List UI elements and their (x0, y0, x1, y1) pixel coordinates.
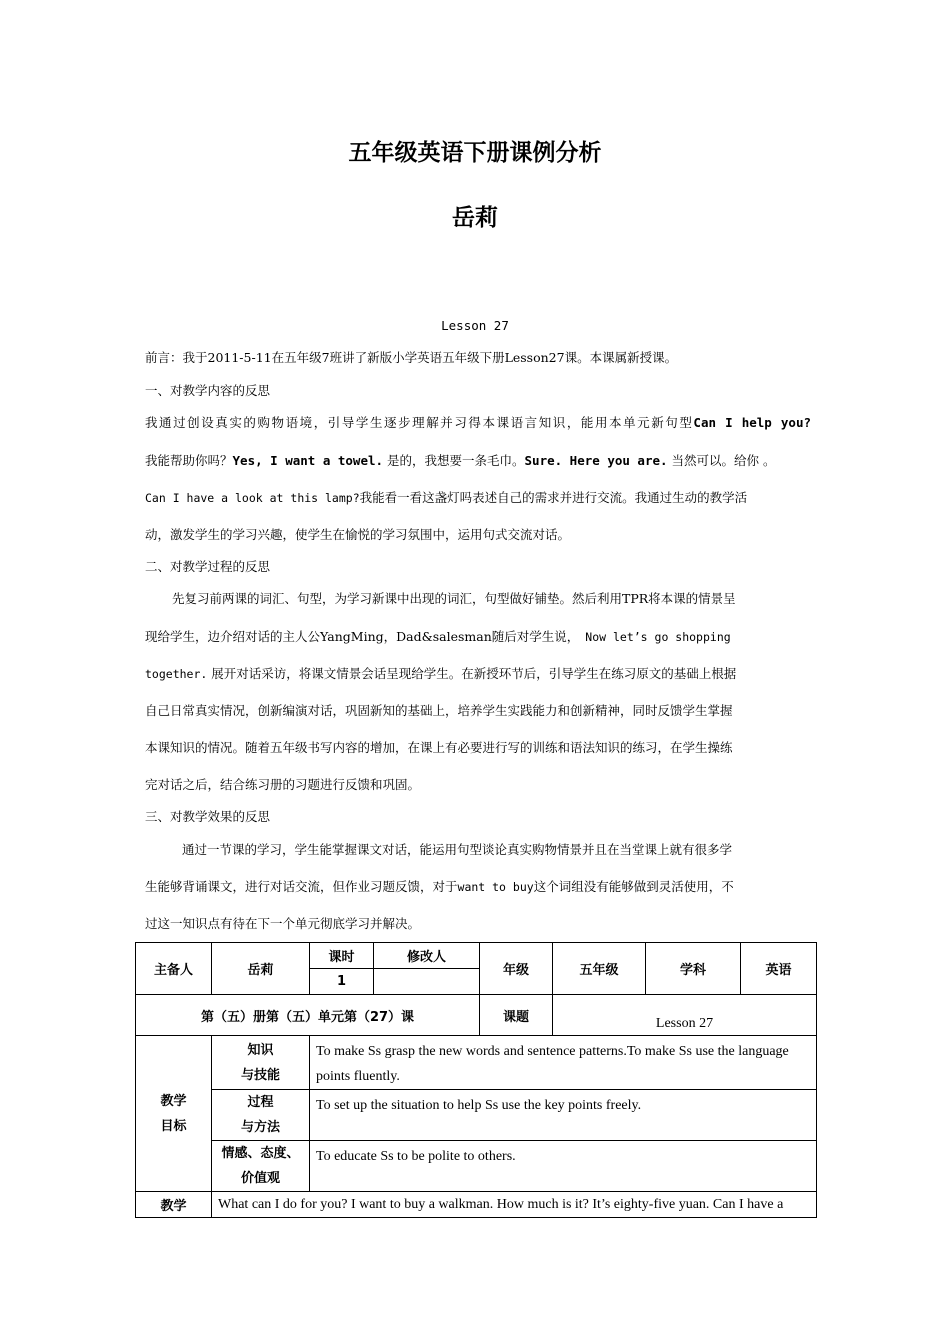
text-span: 展开对话采访，将课文情景会话呈现给学生。在新授环节后，引导学生在练习原文的基础上根据 (211, 666, 737, 681)
text-span: 生能够背诵课文，进行对话交流，但作业习题反馈，对于 (145, 879, 458, 894)
author-name: 岳莉 (452, 205, 498, 231)
unit-info: 第（五）册第（五）单元第（27）课 (136, 995, 480, 1036)
section-heading-content: 一、对教学内容的反思 (145, 383, 271, 398)
english-phrase: Now let’s go shopping (585, 630, 731, 644)
period-value: 1 (310, 969, 374, 995)
preparer-value: 岳莉 (212, 943, 310, 995)
emotion-label (212, 1141, 310, 1192)
knowledge-goal-text: To make Ss grasp the new words and sentence patterns.To make Ss use the language points fluently. (310, 1036, 817, 1090)
text-span: 当然可以。给你 。 (671, 453, 776, 468)
effect-paragraph-line: 通过一节课的学习，学生能掌握课文对话，能运用句型谈论真实购物情景并且在当堂课上就有很多学 (182, 842, 733, 857)
text-span: 我能看一看这盏灯吗表述自己的需求并进行交流。我通过生动的教学活 (359, 490, 748, 505)
document-title: 五年级英语下册课例分析 (348, 140, 602, 166)
process-label-line: 与方法 (240, 1120, 280, 1135)
text-span: 现给学生，边介绍对话的主人公YangMing，Dad&salesman随后对学生说， (145, 629, 580, 644)
process-paragraph-line: 完对话之后，结合练习册的习题进行反馈和巩固。 (145, 777, 421, 792)
topic-value: Lesson 27 (553, 995, 817, 1036)
text-span: 这个词组没有能够做到灵活使用，不 (533, 879, 734, 894)
lesson-plan-table (135, 942, 817, 1218)
process-goal-text: To set up the situation to help Ss use the key points freely. (310, 1090, 817, 1141)
grade-value: 五年级 (553, 943, 646, 995)
process-label-line: 过程 (247, 1095, 274, 1110)
preparer-label: 主备人 (136, 943, 212, 995)
sentence-pattern: Can I help you? (693, 415, 811, 430)
emotion-label-line: 价值观 (240, 1171, 280, 1186)
knowledge-label-line: 与技能 (240, 1067, 280, 1083)
process-paragraph-line (145, 627, 811, 645)
sentence-pattern: Can I have a look at this lamp? (145, 491, 360, 505)
process-paragraph-line (145, 664, 811, 682)
knowledge-label (212, 1036, 310, 1090)
text-span: 我通过创设真实的购物语境，引导学生逐步理解并习得本课语言知识，能用本单元新句型 (145, 415, 694, 430)
english-phrase: want to buy (457, 880, 534, 894)
subject-value: 英语 (741, 943, 817, 995)
emotion-goal-text: To educate Ss to be polite to others. (310, 1141, 817, 1192)
grade-label: 年级 (480, 943, 553, 995)
text-span: 我能帮助你吗？ (145, 453, 233, 468)
lesson-heading: Lesson 27 (441, 318, 509, 333)
reviser-value (374, 969, 480, 995)
teaching-label: 教学 (136, 1192, 212, 1218)
content-paragraph-line (145, 413, 811, 431)
content-paragraph-line: 动，激发学生的学习兴趣，使学生在愉悦的学习氛围中，运用句式交流对话。 (145, 527, 571, 542)
process-paragraph-line: 先复习前两课的词汇、句型，为学习新课中出现的词汇，句型做好铺垫。然后利用TPR将本课的情景呈 (172, 591, 736, 606)
sentence-pattern: Yes, I want a towel. (232, 453, 384, 468)
intro-paragraph: 前言：我于2011-5-11在五年级7班讲了新版小学英语五年级下册Lesson27课。本课属新授课。 (145, 350, 678, 365)
section-heading-effect: 三、对教学效果的反思 (145, 809, 271, 824)
content-paragraph-line (145, 451, 811, 469)
process-paragraph-line: 自己日常真实情况，创新编演对话，巩固新知的基础上，培养学生实践能力和创新精神，同时反馈学生掌握 (145, 703, 733, 718)
content-paragraph-line (145, 488, 811, 506)
emotion-label-line: 情感、态度、 (221, 1146, 300, 1161)
reviser-label: 修改人 (374, 943, 480, 969)
section-heading-process: 二、对教学过程的反思 (145, 559, 271, 574)
process-label (212, 1090, 310, 1141)
english-phrase: together. (145, 667, 208, 681)
goals-label-line: 教学 (160, 1093, 187, 1109)
process-paragraph-line: 本课知识的情况。随着五年级书写内容的增加，在课上有必要进行写的训练和语法知识的练习，在学生操练 (145, 740, 733, 755)
goals-label-line: 目标 (160, 1118, 187, 1134)
topic-label: 课题 (480, 995, 553, 1036)
effect-paragraph-line: 过这一知识点有待在下一个单元彻底学习并解决。 (145, 916, 421, 931)
text-span: 是的，我想要一条毛巾。 (387, 453, 525, 468)
period-label: 课时 (310, 943, 374, 969)
sentence-pattern: Sure. Here you are. (524, 453, 668, 468)
teaching-text: What can I do for you? I want to buy a walkman. How much is it? It’s eighty-five yuan. Can I have a (212, 1192, 817, 1218)
subject-label: 学科 (646, 943, 741, 995)
goals-label (136, 1036, 212, 1192)
effect-paragraph-line (145, 877, 811, 895)
knowledge-label-line: 知识 (247, 1042, 274, 1058)
